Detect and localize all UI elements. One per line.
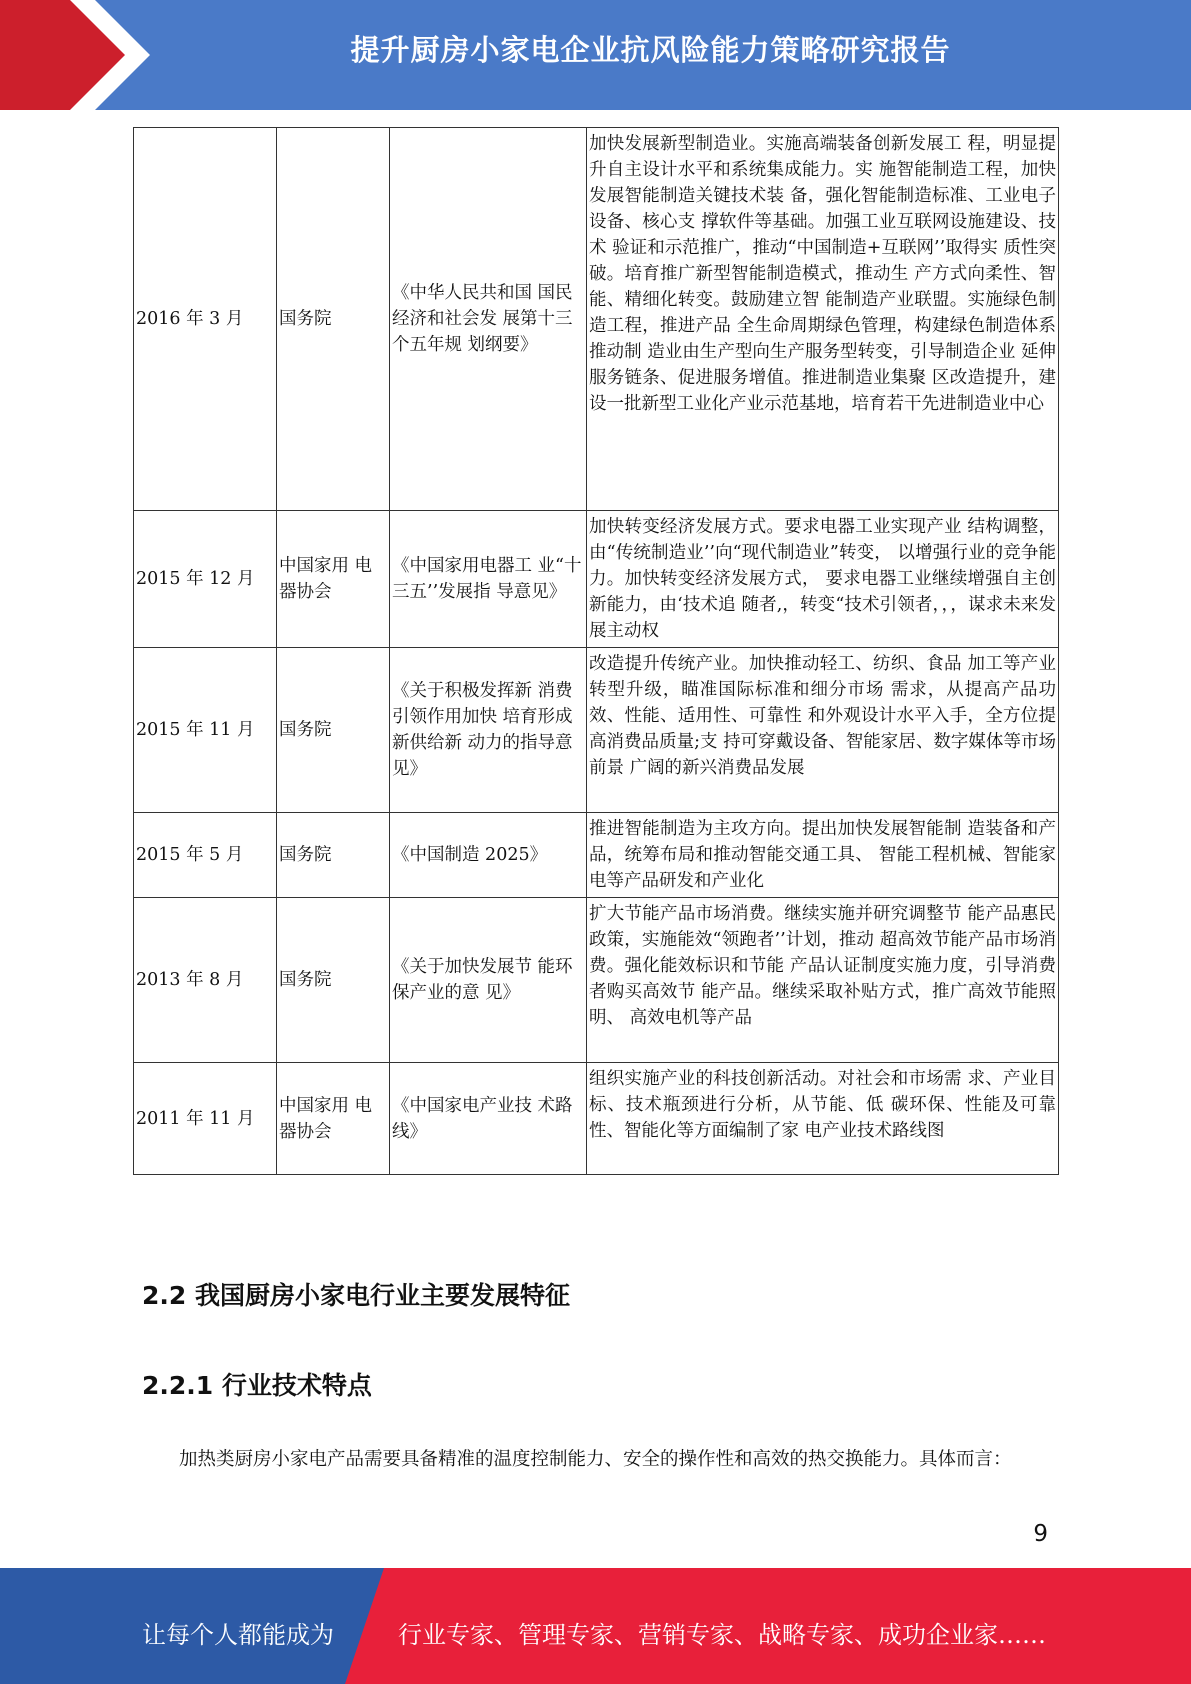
- content-cell: 加快发展新型制造业。实施高端装备创新发展工 程，明显提升自主设计水平和系统集成能力。实 施智能制造工程，加快发展智能制造关键技术装 备，强化智能制造标准、工业电子设备、核心支 撑软件等基础。加强工业互联网设施建设、技术 验证和示范推广，推动“中国制造+互联网’’取得实 质性突破。培育推广新型智能制造模式，推动生 产方式向柔性、智能、精细化转变。鼓励建立智 能制造产业联盟。实施绿色制造工程，推进产品 全生命周期绿色管理，构建绿色制造体系推动制 造业由生产型向生产服务型转变，引导制造企业 延伸服务链条、促进服务增值。推进制造业集聚 区改造提升，建设一批新型工业化产业示范基地，培育若干先进制造业中心: [587, 128, 1059, 511]
- section-heading: 2.2 我国厨房小家电行业主要发展特征: [142, 1281, 570, 1310]
- content-cell: 推进智能制造为主攻方向。提出加快发展智能制 造装备和产品，统筹布局和推动智能交通工具、 智能工程机械、智能家电等产品研发和产业化: [587, 813, 1059, 898]
- document-cell: 《中华人民共和国 国民经济和社会发 展第十三个五年规 划纲要》: [390, 128, 587, 511]
- subsection-heading: 2.2.1 行业技术特点: [142, 1371, 372, 1400]
- issuer-cell: 国务院: [277, 648, 390, 813]
- document-cell: 《中国家用电器工 业“十三五’’发展指 导意见》: [390, 511, 587, 648]
- content-cell: 扩大节能产品市场消费。继续实施并研究调整节 能产品惠民政策，实施能效“领跑者’’计划，推动 超高效节能产品市场消费。强化能效标识和节能 产品认证制度实施力度，引导消费者购买高效节 能产品。继续采取补贴方式，推广高效节能照明、 高效电机等产品: [587, 898, 1059, 1063]
- content-cell: 加快转变经济发展方式。要求电器工业实现产业 结构调整，由“传统制造业’’向“现代制造业”转变， 以增强行业的竞争能力。加快转变经济发展方式， 要求电器工业继续增强自主创新能力，由‘技术追 随者,，转变“技术引领者，，，谋求未来发展主动权: [587, 511, 1059, 648]
- date-cell: 2015 年 5 月: [134, 813, 277, 898]
- table-row: [134, 813, 1059, 898]
- body-paragraph: 加热类厨房小家电产品需要具备精准的温度控制能力、安全的操作性和高效的热交换能力。具体而言：: [179, 1449, 1012, 1470]
- issuer-cell: 中国家用 电器协会: [277, 1063, 390, 1175]
- issuer-cell: 国务院: [277, 813, 390, 898]
- date-cell: 2016 年 3 月: [134, 128, 277, 511]
- date-cell: 2015 年 12 月: [134, 511, 277, 648]
- date-cell: 2013 年 8 月: [134, 898, 277, 1063]
- document-cell: 《中国制造 2025》: [390, 813, 587, 898]
- policy-table: [133, 127, 1059, 1175]
- table-row: [134, 511, 1059, 648]
- document-cell: 《中国家电产业技 术路线》: [390, 1063, 587, 1175]
- page-header: [0, 0, 1191, 110]
- footer-slogan-right: 行业专家、管理专家、营销专家、战略专家、成功企业家……: [398, 1621, 1046, 1649]
- table-row: [134, 898, 1059, 1063]
- page-number: 9: [1033, 1521, 1048, 1547]
- issuer-cell: 国务院: [277, 898, 390, 1063]
- table-row: [134, 128, 1059, 511]
- table-row: [134, 1063, 1059, 1175]
- content-cell: 改造提升传统产业。加快推动轻工、纺织、食品 加工等产业转型升级，瞄准国际标准和细分市场 需求，从提高产品功效、性能、适用性、可靠性 和外观设计水平入手，全方位提高消费品质量;支 持可穿戴设备、智能家居、数字媒体等市场前景 广阔的新兴消费品发展: [587, 648, 1059, 813]
- date-cell: 2015 年 11 月: [134, 648, 277, 813]
- header-title: 提升厨房小家电企业抗风险能力策略研究报告: [350, 33, 951, 67]
- table-row: [134, 648, 1059, 813]
- header-chevron-decoration: [0, 0, 160, 110]
- content-cell: 组织实施产业的科技创新活动。对社会和市场需 求、产业目标、技术瓶颈进行分析，从节能、低 碳环保、性能及可靠性、智能化等方面编制了家 电产业技术路线图: [587, 1063, 1059, 1175]
- document-cell: 《关于加快发展节 能环保产业的意 见》: [390, 898, 587, 1063]
- page-footer: [0, 1568, 1191, 1684]
- document-cell: 《关于积极发挥新 消费引领作用加快 培育形成新供给新 动力的指导意见》: [390, 648, 587, 813]
- issuer-cell: 中国家用 电器协会: [277, 511, 390, 648]
- date-cell: 2011 年 11 月: [134, 1063, 277, 1175]
- issuer-cell: 国务院: [277, 128, 390, 511]
- footer-slogan-left: 让每个人都能成为: [142, 1621, 334, 1649]
